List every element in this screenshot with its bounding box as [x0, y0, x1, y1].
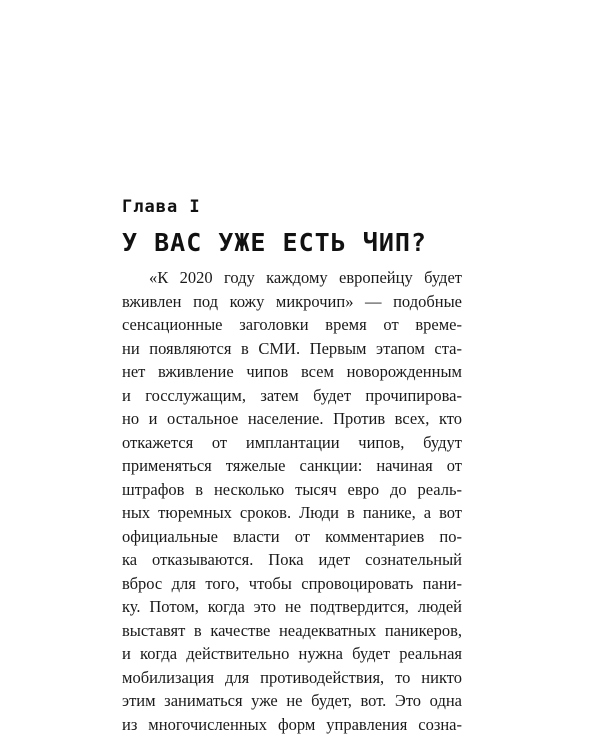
- paragraph-line: этим заниматься уже не будет, вот. Это одна: [122, 691, 462, 710]
- paragraph-line: применяться тяжелые санкции: начиная от: [122, 456, 462, 475]
- paragraph-line: и госслужащим, затем будет прочипирова-: [122, 385, 462, 405]
- paragraph-line: «К 2020 году каждому европейцу будет: [149, 268, 462, 287]
- paragraph-line: ни появляются в СМИ. Первым этапом ста-: [122, 338, 462, 358]
- paragraph-line: мобилизация для противодействия, то никто: [122, 667, 462, 687]
- paragraph-line: откажется от имплантации чипов, будут: [122, 432, 462, 452]
- paragraph-line: нет вживление чипов всем новорожденным: [122, 362, 462, 381]
- paragraph-line: официальные власти от комментариев по-: [122, 526, 462, 546]
- chapter-title: У ВАС УЖЕ ЕСТЬ ЧИП?: [122, 228, 427, 257]
- paragraph-line: и когда действительно нужна будет реальная: [122, 644, 462, 663]
- paragraph-line: вброс для того, чтобы спровоцировать пани-: [122, 573, 462, 593]
- body-paragraph: [122, 266, 462, 736]
- paragraph-line: ка отказываются. Пока идет сознательный: [122, 550, 462, 569]
- paragraph-line: но и остальное население. Против всех, кто: [122, 409, 462, 428]
- paragraph-line: из многочисленных форм управления созна-: [122, 714, 462, 734]
- chapter-label: Глава I: [122, 197, 201, 217]
- paragraph-line: штрафов в несколько тысяч евро до реаль-: [122, 479, 462, 499]
- paragraph-line: выставят в качестве неадекватных паникеров,: [122, 620, 462, 640]
- paragraph-line: ку. Потом, когда это не подтвердится, людей: [122, 597, 462, 616]
- paragraph-line: ных тюремных сроков. Люди в панике, а вот: [122, 503, 462, 522]
- paragraph-line: сенсационные заголовки время от време-: [122, 315, 462, 334]
- paragraph-line: вживлен под кожу микрочип» — подобные: [122, 291, 462, 311]
